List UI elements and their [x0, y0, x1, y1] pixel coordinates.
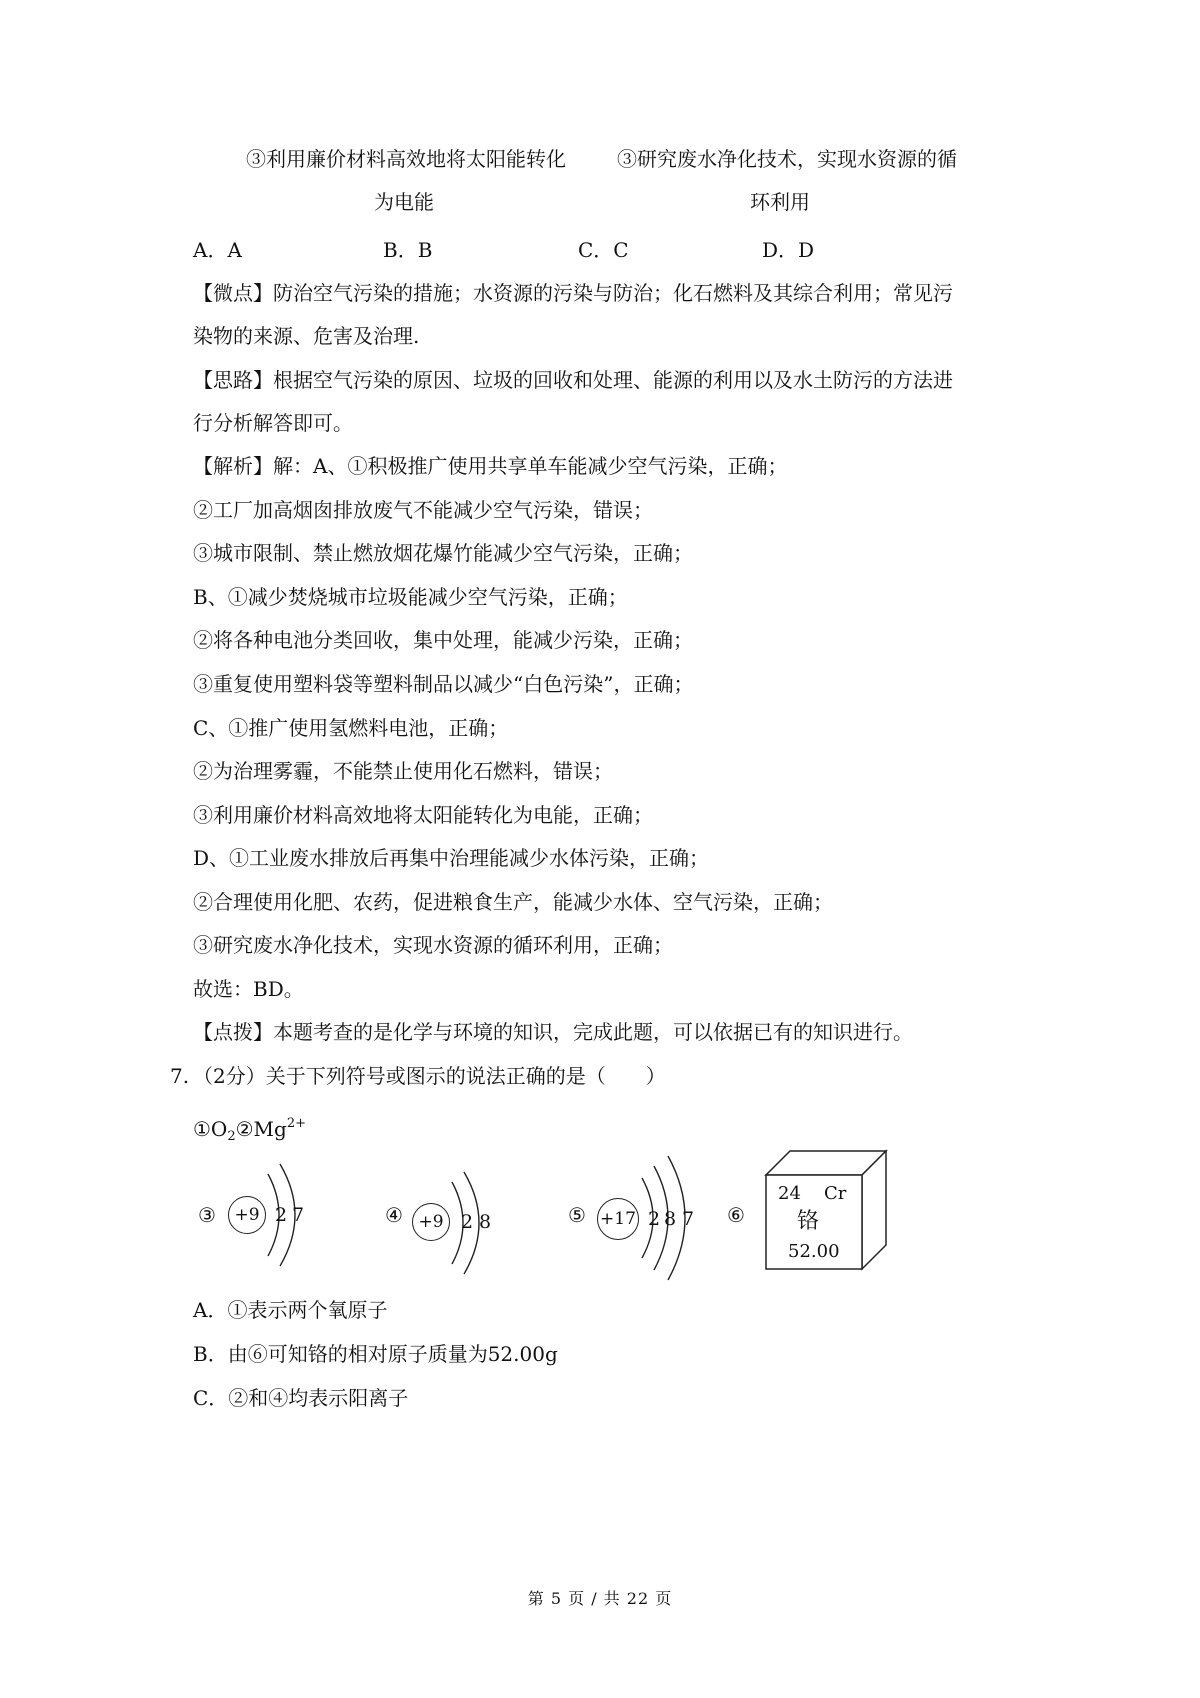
diagram-4-shell-1: 2 [461, 1211, 474, 1233]
diagram-3-shell-2: 7 [292, 1204, 305, 1226]
symbol-o2: ①O [193, 1117, 228, 1141]
dianbo-line: 【点拨】本题考查的是化学与环境的知识，完成此题，可以依据已有的知识进行。 [193, 1020, 913, 1044]
prev-cell-2-line-1: ③研究废水净化技术，实现水资源的循 [617, 147, 957, 171]
prev-option-a: A．A [193, 238, 242, 262]
q7-option-a: A．①表示两个氧原子 [193, 1298, 388, 1322]
jiexi-line-7: C、①推广使用氢燃料电池，正确； [193, 716, 509, 740]
jiexi-line-3: ③城市限制、禁止燃放烟花爆竹能减少空气污染，正确； [193, 541, 693, 565]
diagram-5-nucleus: +17 [597, 1198, 639, 1240]
diagram-3-shell-1: 2 [275, 1204, 288, 1226]
weidian-line-1: 【微点】防治空气污染的措施；水资源的污染与防治；化石燃料及其综合利用；常见污 [193, 281, 953, 305]
diagram-3-label: ③ [198, 1203, 216, 1227]
jiexi-line-8: ②为治理雾霾，不能禁止使用化石燃料，错误； [193, 759, 613, 783]
diagram-4-nucleus: +9 [412, 1203, 450, 1241]
jiexi-line-4: B、①减少焚烧城市垃圾能减少空气污染，正确； [193, 585, 628, 609]
prev-option-d: D．D [762, 238, 815, 262]
diagram-5-shell-1: 2 [648, 1208, 661, 1230]
symbol-mg: ②Mg [235, 1117, 287, 1141]
jiexi-line-1: 【解析】解：A、①积极推广使用共享单车能减少空气污染，正确； [193, 454, 788, 478]
page-footer: 第 5 页 / 共 22 页 [527, 1589, 673, 1608]
prev-cell-1-line-2: 为电能 [374, 190, 434, 214]
prev-option-b: B．B [383, 238, 433, 262]
q7-option-c: C．②和④均表示阳离子 [193, 1386, 409, 1410]
element-card-number: 24 [778, 1183, 801, 1204]
diagram-5-label: ⑤ [568, 1203, 586, 1227]
element-card-symbol: Cr [824, 1183, 847, 1204]
diagram-5-shell-2: 8 [664, 1208, 677, 1230]
jiexi-line-2: ②工厂加高烟囱排放废气不能减少空气污染，错误； [193, 498, 653, 522]
symbol-o2-subscript: 2 [227, 1129, 236, 1144]
q7-option-b: B．由⑥可知铬的相对原子质量为52.00g [193, 1342, 558, 1366]
diagram-3-nucleus: +9 [228, 1196, 266, 1234]
element-card-name: 铬 [797, 1209, 820, 1234]
jiexi-line-13: 故选：BD。 [193, 977, 304, 1001]
prev-cell-1-line-1: ③利用廉价材料高效地将太阳能转化 [246, 147, 566, 171]
weidian-line-2: 染物的来源、危害及治理. [193, 324, 420, 348]
q7-stem: （2分）关于下列符号或图示的说法正确的是（ ） [193, 1064, 666, 1088]
jiexi-line-11: ②合理使用化肥、农药，促进粮食生产，能减少水体、空气污染，正确； [193, 890, 833, 914]
q7-symbols [193, 1110, 306, 1151]
diagram-5-shell-3: 7 [682, 1208, 695, 1230]
jiexi-line-5: ②将各种电池分类回收，集中处理，能减少污染，正确； [193, 628, 693, 652]
prev-option-c: C．C [578, 238, 629, 262]
jiexi-line-12: ③研究废水净化技术，实现水资源的循环利用，正确； [193, 933, 673, 957]
jiexi-line-10: D、①工业废水排放后再集中治理能减少水体污染，正确； [193, 846, 710, 870]
symbol-mg-charge: 2+ [286, 1116, 306, 1131]
prev-cell-2-line-2: 环利用 [750, 190, 810, 214]
silu-line-2: 行分析解答即可。 [193, 411, 353, 435]
diagram-4-shell-2: 8 [479, 1211, 492, 1233]
diagram-4-label: ④ [385, 1203, 403, 1227]
q7-number: 7. [170, 1064, 190, 1088]
silu-line-1: 【思路】根据空气污染的原因、垃圾的回收和处理、能源的利用以及水土防污的方法进 [193, 368, 953, 392]
jiexi-line-6: ③重复使用塑料袋等塑料制品以减少“白色污染”，正确； [193, 672, 694, 696]
diagram-6-label: ⑥ [727, 1203, 745, 1227]
element-card-mass: 52.00 [788, 1241, 840, 1262]
jiexi-line-9: ③利用廉价材料高效地将太阳能转化为电能，正确； [193, 803, 653, 827]
